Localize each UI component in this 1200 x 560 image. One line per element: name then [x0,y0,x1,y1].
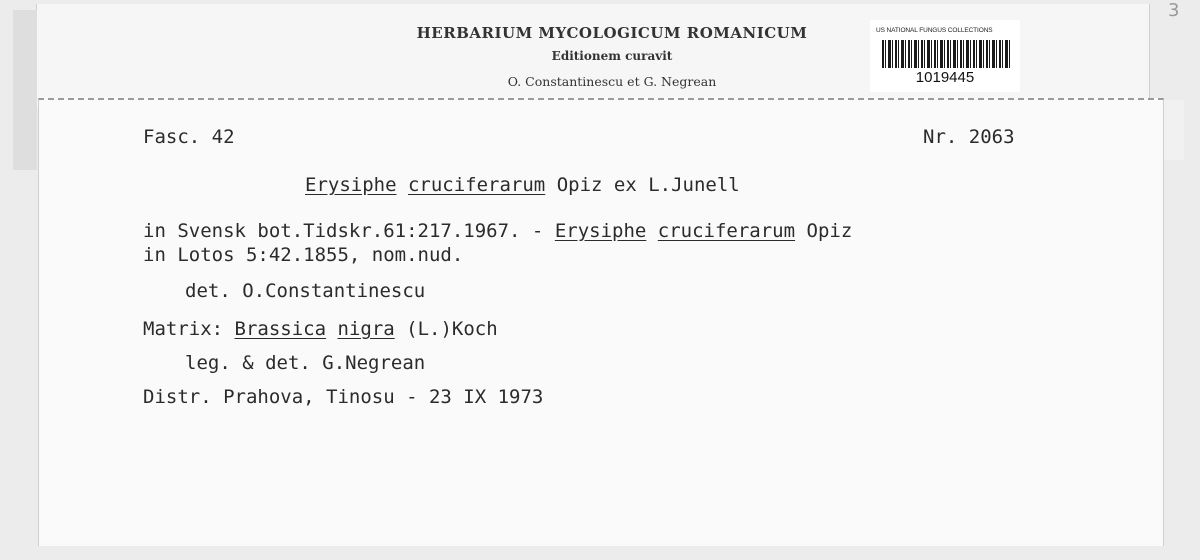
citation-line-1 [143,220,852,242]
matrix-line [143,318,498,340]
herbarium-title: HERBARIUM MYCOLOGICUM ROMANICUM [416,24,808,42]
fascicle-number: Fasc. 42 [143,126,235,148]
barcode-bars [882,40,1010,68]
host-epithet: nigra [337,318,395,340]
citation-epithet: cruciferarum [657,220,796,242]
barcode-institution: US NATIONAL FUNGUS COLLECTIONS [876,27,993,34]
card-shadow [13,10,37,170]
host-genus: Brassica [234,318,327,340]
host-authority: (L.)Koch [406,318,498,340]
determiner: det. O.Constantinescu [185,280,426,302]
species-genus: Erysiphe [305,174,397,196]
species-epithet: cruciferarum [407,174,546,196]
species-authority: Opiz ex L.Junell [556,174,740,196]
card-edge [1162,100,1184,160]
citation-prefix: in Svensk bot.Tidskr.61:217.1967. - [143,220,555,242]
species-name [305,174,740,196]
barcode-label [870,20,1020,92]
exsiccata-number: Nr. 2063 [923,126,1015,148]
collector: leg. & det. G.Negrean [185,352,426,374]
barcode-number: 1019445 [915,69,975,86]
edge-mark: 3 [1168,0,1180,21]
citation-suffix: Opiz [806,220,853,242]
citation-genus: Erysiphe [554,220,647,242]
specimen-label [38,98,1164,546]
locality-date: Distr. Prahova, Tinosu - 23 IX 1973 [143,386,544,408]
herbarium-subtitle: Editionem curavit [551,49,673,63]
matrix-prefix: Matrix: [143,318,224,340]
herbarium-editors: O. Constantinescu et G. Negrean [507,74,717,89]
citation-line-2: in Lotos 5:42.1855, nom.nud. [143,244,464,266]
